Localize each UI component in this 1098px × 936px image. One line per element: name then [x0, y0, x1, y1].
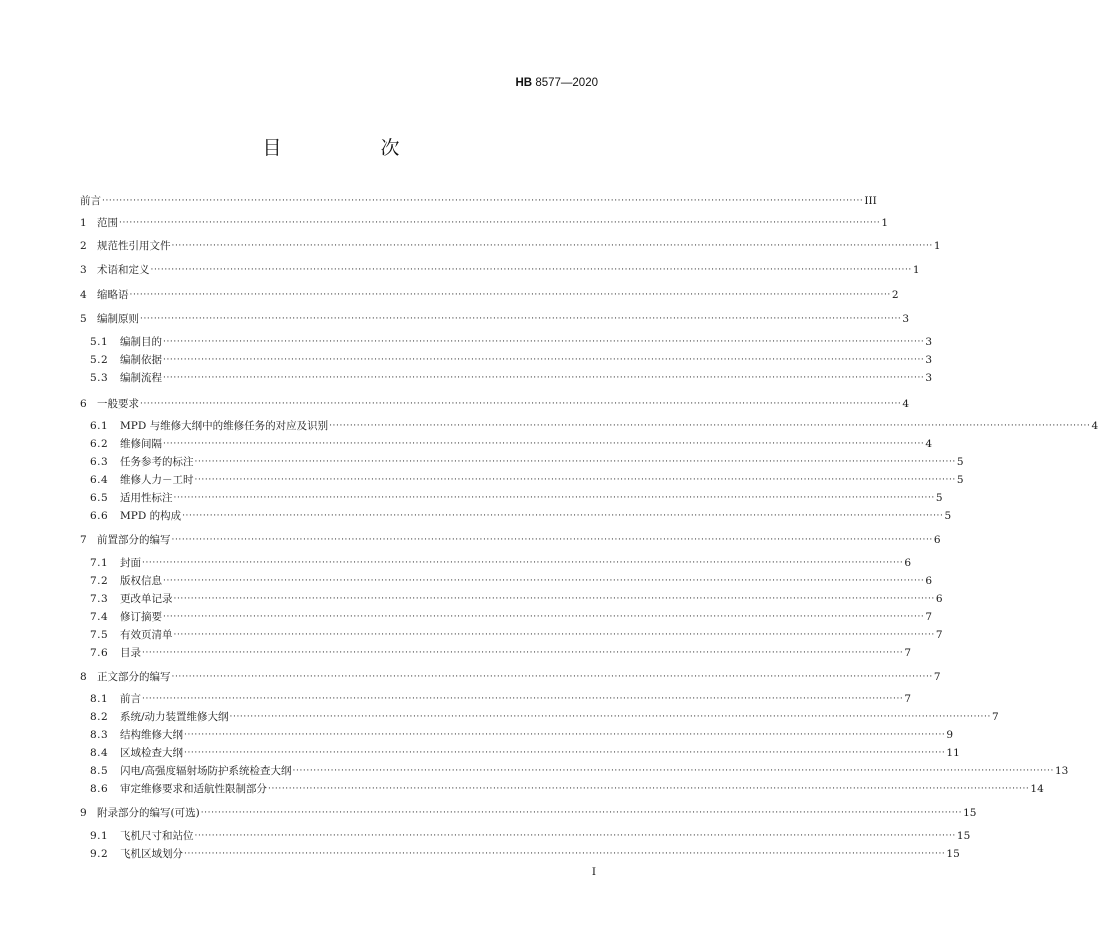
toc-entry[interactable]: [90, 745, 960, 761]
toc-leader-dots: ····························································································································································································································: [171, 672, 933, 682]
toc-entry-title: 更改单记录: [120, 593, 173, 605]
toc-entry-number: 2: [80, 240, 87, 252]
toc-leader-dots: ····························································································································································································································: [102, 196, 864, 206]
toc-entry-number: 5.2: [90, 354, 109, 366]
standard-code-number: 8577—2020: [535, 77, 598, 89]
toc-entry-number: 7.4: [90, 611, 109, 623]
toc-entry[interactable]: [90, 472, 964, 488]
toc-entry-page: 15: [963, 807, 977, 819]
toc-entry-page: 6: [904, 557, 912, 569]
toc-entry-page: 7: [933, 671, 941, 683]
toc-entry[interactable]: [90, 627, 943, 643]
toc-entry-title: MPD 的构成: [120, 510, 182, 522]
toc-entry-page: 1: [933, 240, 941, 252]
toc-leader-dots: ····························································································································································································································: [173, 493, 935, 503]
toc-leader-dots: ····························································································································································································································: [142, 558, 904, 568]
toc-entry-title: 术语和定义: [97, 264, 150, 276]
toc-entry[interactable]: [80, 262, 920, 278]
toc-leader-dots: ····························································································································································································································: [163, 439, 925, 449]
toc-entry-title: 封面: [120, 557, 141, 569]
toc-entry-number: 6.6: [90, 510, 109, 522]
toc-entry[interactable]: [90, 709, 999, 725]
toc-entry-page: 4: [1091, 420, 1098, 432]
toc-leader-dots: ····························································································································································································································: [182, 511, 944, 521]
toc-leader-dots: ····························································································································································································································: [171, 241, 933, 251]
toc-entry-number: 6.1: [90, 420, 109, 432]
toc-entry-number: 6.4: [90, 474, 109, 486]
toc-entry-page: 7: [925, 611, 933, 623]
toc-entry-title: 规范性引用文件: [97, 240, 171, 252]
toc-entry[interactable]: [80, 669, 941, 685]
toc-entry[interactable]: [90, 352, 933, 368]
toc-entry[interactable]: [80, 287, 899, 303]
toc-entry-title: 一般要求: [97, 398, 139, 410]
toc-entry-number: 8.1: [90, 693, 109, 705]
toc-entry-page: 9: [946, 729, 954, 741]
toc-entry-title: 维修间隔: [120, 438, 162, 450]
toc-entry-number: 4: [80, 289, 87, 301]
toc-entry[interactable]: [90, 334, 933, 350]
toc-entry-page: 4: [925, 438, 933, 450]
toc-entry-title: 编制依据: [120, 354, 162, 366]
toc-entry-number: 8: [80, 671, 87, 683]
toc-entry-page: 7: [904, 693, 912, 705]
toc-leader-dots: ····························································································································································································································: [292, 766, 1054, 776]
toc-entry[interactable]: [90, 508, 952, 524]
toc-leader-dots: ····························································································································································································································: [194, 475, 956, 485]
toc-entry[interactable]: [90, 591, 943, 607]
toc-entry-page: 4: [902, 398, 910, 410]
toc-entry-page: 7: [991, 711, 999, 723]
toc-entry[interactable]: [90, 418, 1098, 434]
toc-entry-number: 7.1: [90, 557, 109, 569]
toc-entry-page: 15: [956, 830, 971, 842]
toc-entry[interactable]: [90, 727, 954, 743]
toc-entry-number: 8.6: [90, 783, 109, 795]
toc-leader-dots: ····························································································································································································································: [163, 612, 925, 622]
toc-entry-title: 区域检查大纲: [120, 747, 183, 759]
toc-leader-dots: ····························································································································································································································: [200, 808, 963, 818]
toc-entry[interactable]: [90, 763, 1069, 779]
toc-entry-title: 版权信息: [120, 575, 162, 587]
toc-entry-page: 6: [925, 575, 933, 587]
toc-entry-page: 3: [925, 336, 933, 348]
toc-leader-dots: ····························································································································································································································: [142, 648, 904, 658]
toc-entry[interactable]: [90, 828, 971, 844]
toc-entry-title: 附录部分的编写(可选): [97, 807, 200, 819]
toc-entry-number: 7: [80, 534, 87, 546]
toc-entry[interactable]: [80, 311, 910, 327]
toc-entry[interactable]: [90, 454, 964, 470]
toc-leader-dots: ····························································································································································································································: [194, 831, 956, 841]
toc-entry-title: 范围: [97, 217, 118, 229]
toc-leader-dots: ····························································································································································································································: [140, 314, 902, 324]
toc-entry[interactable]: [90, 573, 933, 589]
toc-leader-dots: ····························································································································································································································: [184, 849, 946, 859]
toc-entry[interactable]: [80, 532, 941, 548]
toc-entry-page: 5: [956, 474, 964, 486]
toc-entry-number: 8.2: [90, 711, 109, 723]
toc-entry-number: 7.3: [90, 593, 109, 605]
toc-entry-page: 3: [902, 313, 910, 325]
toc-leader-dots: ····························································································································································································································: [150, 265, 912, 275]
toc-entry[interactable]: [90, 609, 933, 625]
toc-entry[interactable]: [90, 846, 960, 862]
toc-entry-number: 9.1: [90, 830, 109, 842]
toc-entry-number: 5: [80, 313, 87, 325]
toc-entry-page: 3: [925, 354, 933, 366]
toc-entry-title: 缩略语: [97, 289, 129, 301]
toc-leader-dots: ····························································································································································································································: [163, 355, 925, 365]
toc-entry-title: MPD 与维修大纲中的维修任务的对应及识别: [120, 420, 329, 432]
toc-entry-page: 7: [904, 647, 912, 659]
toc-entry-title: 前言: [120, 693, 141, 705]
toc-entry-number: 7.5: [90, 629, 109, 641]
toc-entry-page: 11: [946, 747, 960, 759]
toc-entry-title: 目录: [120, 647, 141, 659]
toc-leader-dots: ····························································································································································································································: [268, 784, 1030, 794]
toc-entry-number: 8.5: [90, 765, 109, 777]
toc-entry-number: 7.6: [90, 647, 109, 659]
toc-entry-title: 前言: [80, 195, 101, 207]
standard-code-prefix: HB: [515, 77, 533, 89]
toc-entry-title: 维修人力－工时: [120, 474, 194, 486]
toc-entry-number: 6: [80, 398, 87, 410]
toc-entry-title: 编制目的: [120, 336, 162, 348]
toc-entry-title: 正文部分的编写: [97, 671, 171, 683]
toc-leader-dots: ····························································································································································································································: [173, 630, 935, 640]
toc-entry-page: 3: [925, 372, 933, 384]
toc-entry-page: III: [864, 195, 877, 207]
toc-entry-page: 6: [933, 534, 941, 546]
toc-entry-page: 14: [1030, 783, 1044, 795]
toc-leader-dots: ····························································································································································································································: [119, 218, 881, 228]
toc-entry-page: 7: [935, 629, 943, 641]
toc-entry-title: 适用性标注: [120, 492, 173, 504]
toc-leader-dots: ····························································································································································································································: [184, 748, 946, 758]
toc-entry-page: 5: [944, 510, 952, 522]
toc-heading: 目 次: [262, 137, 440, 159]
toc-leader-dots: ····························································································································································································································: [329, 421, 1091, 431]
toc-leader-dots: ····························································································································································································································: [163, 373, 925, 383]
toc-entry-number: 7.2: [90, 575, 109, 587]
toc-entry-page: 2: [891, 289, 899, 301]
toc-entry-page: 1: [881, 217, 889, 229]
toc-leader-dots: ····························································································································································································································: [173, 594, 935, 604]
toc-leader-dots: ····························································································································································································································: [171, 535, 933, 545]
toc-entry[interactable]: [80, 396, 910, 412]
toc-entry[interactable]: [90, 370, 933, 386]
toc-entry-number: 3: [80, 264, 87, 276]
toc-leader-dots: ····························································································································································································································: [140, 399, 902, 409]
toc-entry[interactable]: [80, 805, 977, 821]
toc-entry-title: 编制流程: [120, 372, 162, 384]
toc-entry-title: 任务参考的标注: [120, 456, 194, 468]
toc-entry[interactable]: [80, 193, 877, 209]
toc-entry-title: 有效页清单: [120, 629, 173, 641]
toc-entry[interactable]: [80, 215, 889, 231]
toc-entry-number: 5.1: [90, 336, 109, 348]
toc-entry[interactable]: [80, 238, 941, 254]
toc-entry[interactable]: [90, 490, 943, 506]
toc-entry[interactable]: [90, 436, 933, 452]
toc-entry-number: 1: [80, 217, 87, 229]
toc-entry-page: 15: [946, 848, 960, 860]
toc-entry-number: 8.4: [90, 747, 109, 759]
toc-entry-page: 13: [1054, 765, 1069, 777]
toc-leader-dots: ····························································································································································································································: [184, 730, 946, 740]
toc-entry-number: 6.5: [90, 492, 109, 504]
toc-entry-title: 闪电/高强度辐射场防护系统检查大纲: [120, 765, 292, 777]
toc-entry-page: 6: [935, 593, 943, 605]
toc-entry[interactable]: [90, 781, 1044, 797]
toc-entry-title: 飞机尺寸和站位: [120, 830, 194, 842]
toc-entry[interactable]: [90, 645, 912, 661]
toc-entry-number: 9: [80, 807, 87, 819]
toc-entry-number: 6.2: [90, 438, 109, 450]
toc-leader-dots: ····························································································································································································································: [194, 457, 956, 467]
toc-leader-dots: ····························································································································································································································: [229, 712, 991, 722]
toc-entry-number: 9.2: [90, 848, 109, 860]
toc-leader-dots: ····························································································································································································································: [142, 694, 904, 704]
page-number: I: [591, 866, 596, 878]
toc-entry-title: 飞机区域划分: [120, 848, 183, 860]
toc-entry-page: 5: [935, 492, 943, 504]
toc-entry[interactable]: [90, 691, 912, 707]
toc-entry-number: 6.3: [90, 456, 109, 468]
toc-entry-number: 5.3: [90, 372, 109, 384]
toc-entry-title: 编制原则: [97, 313, 139, 325]
toc-leader-dots: ····························································································································································································································: [163, 576, 925, 586]
toc-entry-page: 1: [912, 264, 920, 276]
toc-leader-dots: ····························································································································································································································: [129, 290, 891, 300]
toc-entry-title: 结构维修大纲: [120, 729, 183, 741]
toc-entry-title: 系统/动力装置维修大纲: [120, 711, 229, 723]
toc-entry-title: 前置部分的编写: [97, 534, 171, 546]
toc-entry-title: 审定维修要求和适航性限制部分: [120, 783, 267, 795]
toc-entry-title: 修订摘要: [120, 611, 162, 623]
toc-leader-dots: ····························································································································································································································: [163, 337, 925, 347]
toc-entry[interactable]: [90, 555, 912, 571]
toc-entry-number: 8.3: [90, 729, 109, 741]
toc-entry-page: 5: [956, 456, 964, 468]
